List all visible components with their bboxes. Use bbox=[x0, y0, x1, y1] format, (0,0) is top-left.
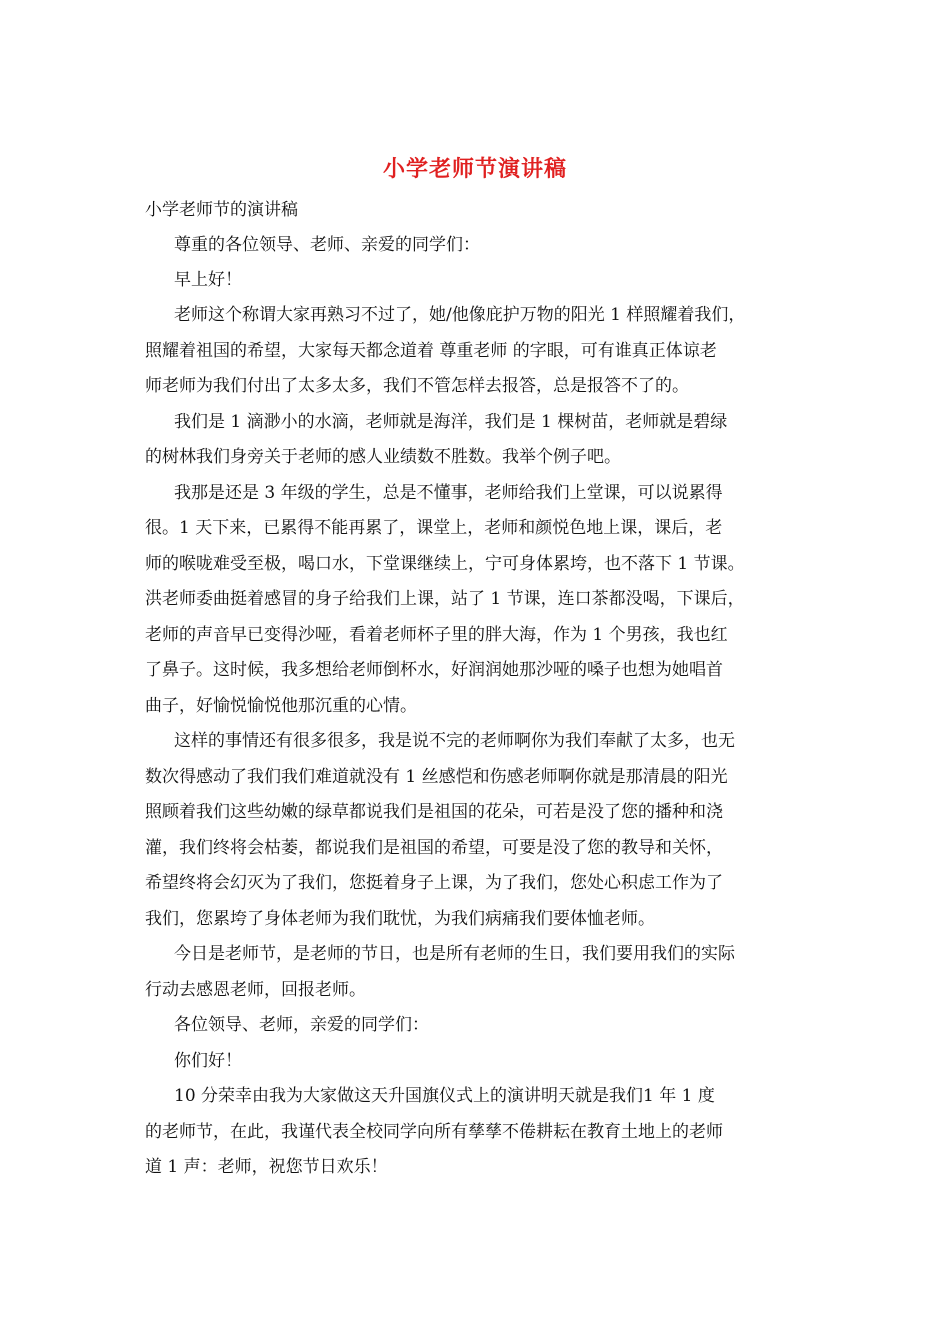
body-line: 了鼻子。这时候，我多想给老师倒杯水，好润润她那沙哑的嗓子也想为她唱首 bbox=[145, 660, 723, 680]
body-line: 行动去感恩老师，回报老师。 bbox=[145, 980, 366, 1000]
body-line: 尊重的各位领导、老师、亲爱的同学们： bbox=[174, 235, 480, 255]
body-line: 数次得感动了我们我们难道就没有 1 丝感恺和伤感老师啊你就是那清晨的阳光 bbox=[145, 767, 728, 787]
body-line: 很。1 天下来，已累得不能再累了，课堂上，老师和颜悦色地上课，课后，老 bbox=[145, 518, 723, 538]
subtitle-line: 小学老师节的演讲稿 bbox=[145, 200, 298, 220]
body-line: 的树林我们身旁关于老师的感人业绩数不胜数。我举个例子吧。 bbox=[145, 447, 621, 467]
body-line: 我那是还是 3 年级的学生，总是不懂事，老师给我们上堂课，可以说累得 bbox=[174, 483, 723, 503]
body-line: 今日是老师节，是老师的节日，也是所有老师的生日，我们要用我们的实际 bbox=[174, 944, 735, 964]
body-line: 你们好！ bbox=[174, 1051, 242, 1071]
body-line: 早上好！ bbox=[174, 270, 242, 290]
body-line: 师的喉咙难受至极，喝口水，下堂课继续上，宁可身体累垮，也不落下 1 节课。 bbox=[145, 554, 745, 574]
body-line: 照顾着我们这些幼嫩的绿草都说我们是祖国的花朵，可若是没了您的播种和浇 bbox=[145, 802, 723, 822]
body-line: 希望终将会幻灭为了我们，您挺着身子上课，为了我们，您处心积虑工作为了 bbox=[145, 873, 723, 893]
body-line: 灌，我们终将会枯萎，都说我们是祖国的希望，可要是没了您的教导和关怀， bbox=[145, 838, 723, 858]
body-line: 老师这个称谓大家再熟习不过了，她/他像庇护万物的阳光 1 样照耀着我们， bbox=[174, 305, 746, 325]
body-line: 这样的事情还有很多很多，我是说不完的老师啊你为我们奉献了太多，也无 bbox=[174, 731, 735, 751]
body-line: 曲子，好愉悦愉悦他那沉重的心情。 bbox=[145, 696, 417, 716]
body-line: 10 分荣幸由我为大家做这天升国旗仪式上的演讲明天就是我们1 年 1 度 bbox=[174, 1086, 715, 1106]
body-line: 各位领导、老师，亲爱的同学们： bbox=[174, 1015, 429, 1035]
body-line: 师老师为我们付出了太多太多，我们不管怎样去报答，总是报答不了的。 bbox=[145, 376, 689, 396]
body-line: 洪老师委曲挺着感冒的身子给我们上课，站了 1 节课，连口茶都没喝，下课后， bbox=[145, 589, 745, 609]
document-title: 小学老师节演讲稿 bbox=[382, 156, 567, 182]
body-line: 我们，您累垮了身体老师为我们耽忧，为我们病痛我们要体恤老师。 bbox=[145, 909, 655, 929]
body-line: 的老师节，在此，我谨代表全校同学向所有孳孳不倦耕耘在教育土地上的老师 bbox=[145, 1122, 723, 1142]
body-line: 道 1 声：老师，祝您节日欢乐！ bbox=[145, 1157, 388, 1177]
body-line: 我们是 1 滴渺小的水滴，老师就是海洋，我们是 1 棵树苗，老师就是碧绿 bbox=[174, 412, 728, 432]
body-line: 照耀着祖国的希望，大家每天都念道着 尊重老师 的字眼，可有谁真正体谅老 bbox=[145, 341, 717, 361]
body-line: 老师的声音早已变得沙哑，看着老师杯子里的胖大海，作为 1 个男孩，我也红 bbox=[145, 625, 728, 645]
